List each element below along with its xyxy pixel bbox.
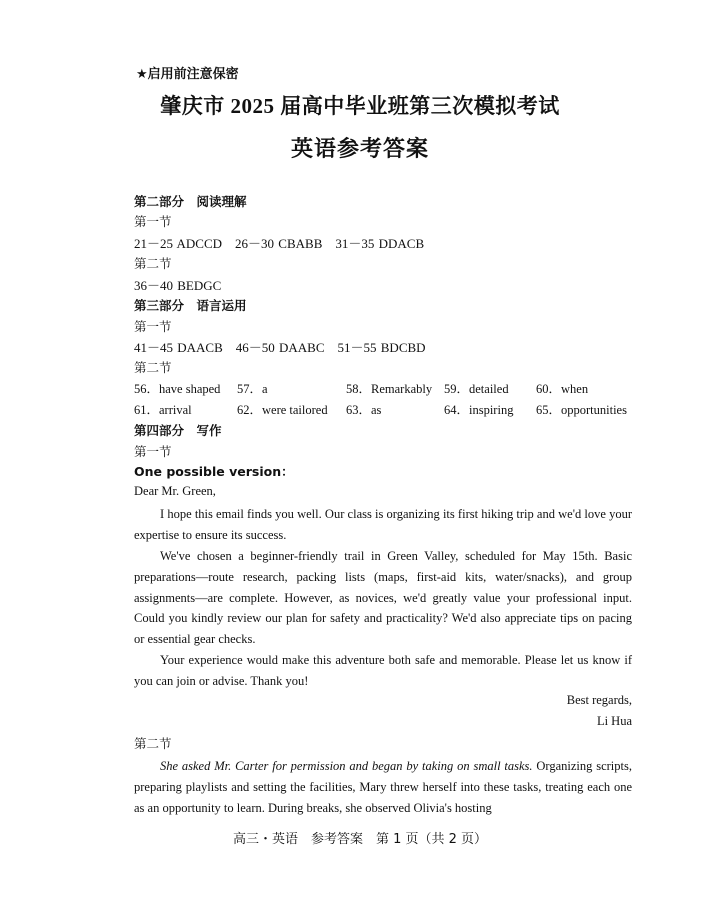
- letter-paragraph: I hope this email finds you well. Our class is organizing its first hiking trip and we'd love your expertise to ensure its success.: [134, 507, 632, 542]
- answer-key-title: 英语参考答案: [290, 137, 429, 162]
- part2-sec2-label: 第二节: [134, 256, 172, 271]
- letter-signature: Li Hua: [596, 714, 632, 728]
- letter-paragraph: We've chosen a beginner-friendly trail in Green Valley, scheduled for May 15th. Basic preparations—route research, packing lists (maps, first-aid kits, water/snacks), and group assignments—are complete. However, as novices, we'd greatly value your professional input. Could you kindly review our plan for safety and practicality? We'd also appreciate tips on pacing or essential gear checks.: [134, 549, 632, 647]
- part2-heading: 第二部分 阅读理解: [134, 194, 247, 209]
- part4-heading: 第四部分 写作: [134, 423, 222, 438]
- page-footer: 高三・英语 参考答案 第 1 页（共 2 页）: [232, 832, 488, 847]
- fill-answer: 64．inspiring: [444, 403, 514, 417]
- part3-sec2-label: 第二节: [134, 360, 172, 375]
- part3-heading: 第三部分 语言运用: [134, 298, 247, 313]
- fill-answer: 57．a: [237, 382, 268, 396]
- letter-closing: Best regards,: [566, 693, 632, 707]
- continuation-text: Organizing scripts, preparing playlists and setting the facilities, Mary threw herself into these tasks, treating each one as an opportunity to learn. During breaks, she observed Olivia's hosting: [134, 759, 632, 815]
- letter-paragraph: Your experience would make this adventure both safe and memorable. Please let us know if you can join or advise. Thank you!: [134, 653, 632, 688]
- fill-answer: 56．have shaped: [134, 382, 221, 396]
- part3-sec1-answers: 41－45 DAACB 46－50 DAABC 51－55 BDCBD: [134, 340, 426, 355]
- continuation-first-sentence: She asked Mr. Carter for permission and began by taking on small tasks.: [160, 759, 533, 773]
- fill-answer: 61．arrival: [134, 403, 192, 417]
- part4-sec1-label: 第一节: [134, 444, 172, 459]
- fill-answer: 60．when: [536, 382, 589, 396]
- confidential-notice: ★启用前注意保密: [136, 67, 239, 82]
- fill-answer: 63．as: [346, 403, 382, 417]
- part2-sec1-label: 第一节: [134, 214, 172, 229]
- version-label: One possible version：: [134, 464, 294, 479]
- part3-sec1-label: 第一节: [134, 319, 172, 334]
- part2-sec2-answers: 36－40 BEDGC: [134, 278, 222, 293]
- continuation-paragraph: [134, 756, 632, 818]
- letter-salutation: Dear Mr. Green,: [134, 484, 216, 498]
- fill-answer: 62．were tailored: [237, 403, 328, 417]
- fill-answer: 58．Remarkably: [346, 382, 433, 396]
- fill-answer: 65．opportunities: [536, 403, 627, 417]
- part4-sec2-label: 第二节: [134, 736, 172, 751]
- part2-sec1-answers: 21－25 ADCCD 26－30 CBABB 31－35 DDACB: [134, 236, 425, 251]
- fill-answer: 59．detailed: [444, 382, 509, 396]
- exam-title: 肇庆市 2025 届高中毕业班第三次模拟考试: [160, 94, 560, 118]
